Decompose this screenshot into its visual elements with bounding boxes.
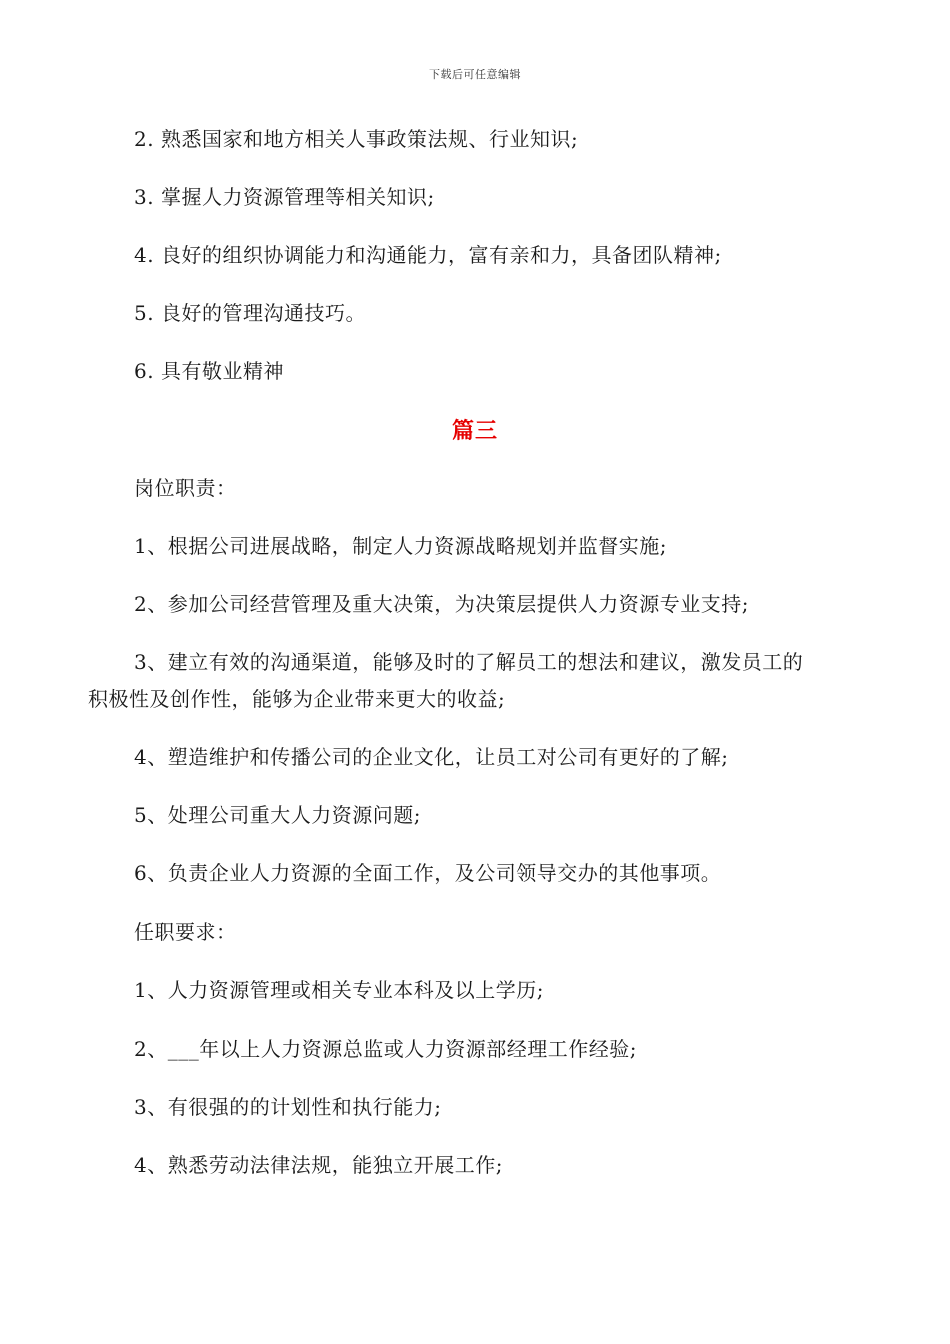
duty-item-continuation: 积极性及创作性，能够为企业带来更大的收益; bbox=[88, 687, 506, 711]
requirement-item: 2、___年以上人力资源总监或人力资源部经理工作经验; bbox=[134, 1037, 637, 1061]
list-item: 5. 良好的管理沟通技巧。 bbox=[134, 301, 366, 325]
list-item: 3. 掌握人力资源管理等相关知识; bbox=[134, 185, 435, 209]
duty-item: 6、负责企业人力资源的全面工作，及公司领导交办的其他事项。 bbox=[134, 861, 722, 885]
list-item: 4. 良好的组织协调能力和沟通能力，富有亲和力，具备团队精神; bbox=[134, 243, 722, 267]
requirement-item: 3、有很强的的计划性和执行能力; bbox=[134, 1095, 442, 1119]
list-item: 2. 熟悉国家和地方相关人事政策法规、行业知识; bbox=[134, 127, 579, 151]
duty-item: 5、处理公司重大人力资源问题; bbox=[134, 803, 421, 827]
duties-heading: 岗位职责： bbox=[134, 476, 237, 500]
list-item: 6. 具有敬业精神 bbox=[134, 359, 284, 383]
duty-item: 3、建立有效的沟通渠道，能够及时的了解员工的想法和建议，激发员工的 bbox=[134, 650, 804, 674]
requirements-heading: 任职要求： bbox=[134, 920, 237, 944]
section-title: 篇三 bbox=[451, 418, 498, 444]
requirement-item: 1、人力资源管理或相关专业本科及以上学历; bbox=[134, 978, 544, 1002]
requirement-item: 4、熟悉劳动法律法规，能独立开展工作; bbox=[134, 1153, 503, 1177]
duty-item: 4、塑造维护和传播公司的企业文化，让员工对公司有更好的了解; bbox=[134, 745, 729, 769]
header-note: 下载后可任意编辑 bbox=[429, 68, 521, 81]
duty-item: 1、根据公司进展战略，制定人力资源战略规划并监督实施; bbox=[134, 534, 667, 558]
duty-item: 2、参加公司经营管理及重大决策，为决策层提供人力资源专业支持; bbox=[134, 592, 749, 616]
